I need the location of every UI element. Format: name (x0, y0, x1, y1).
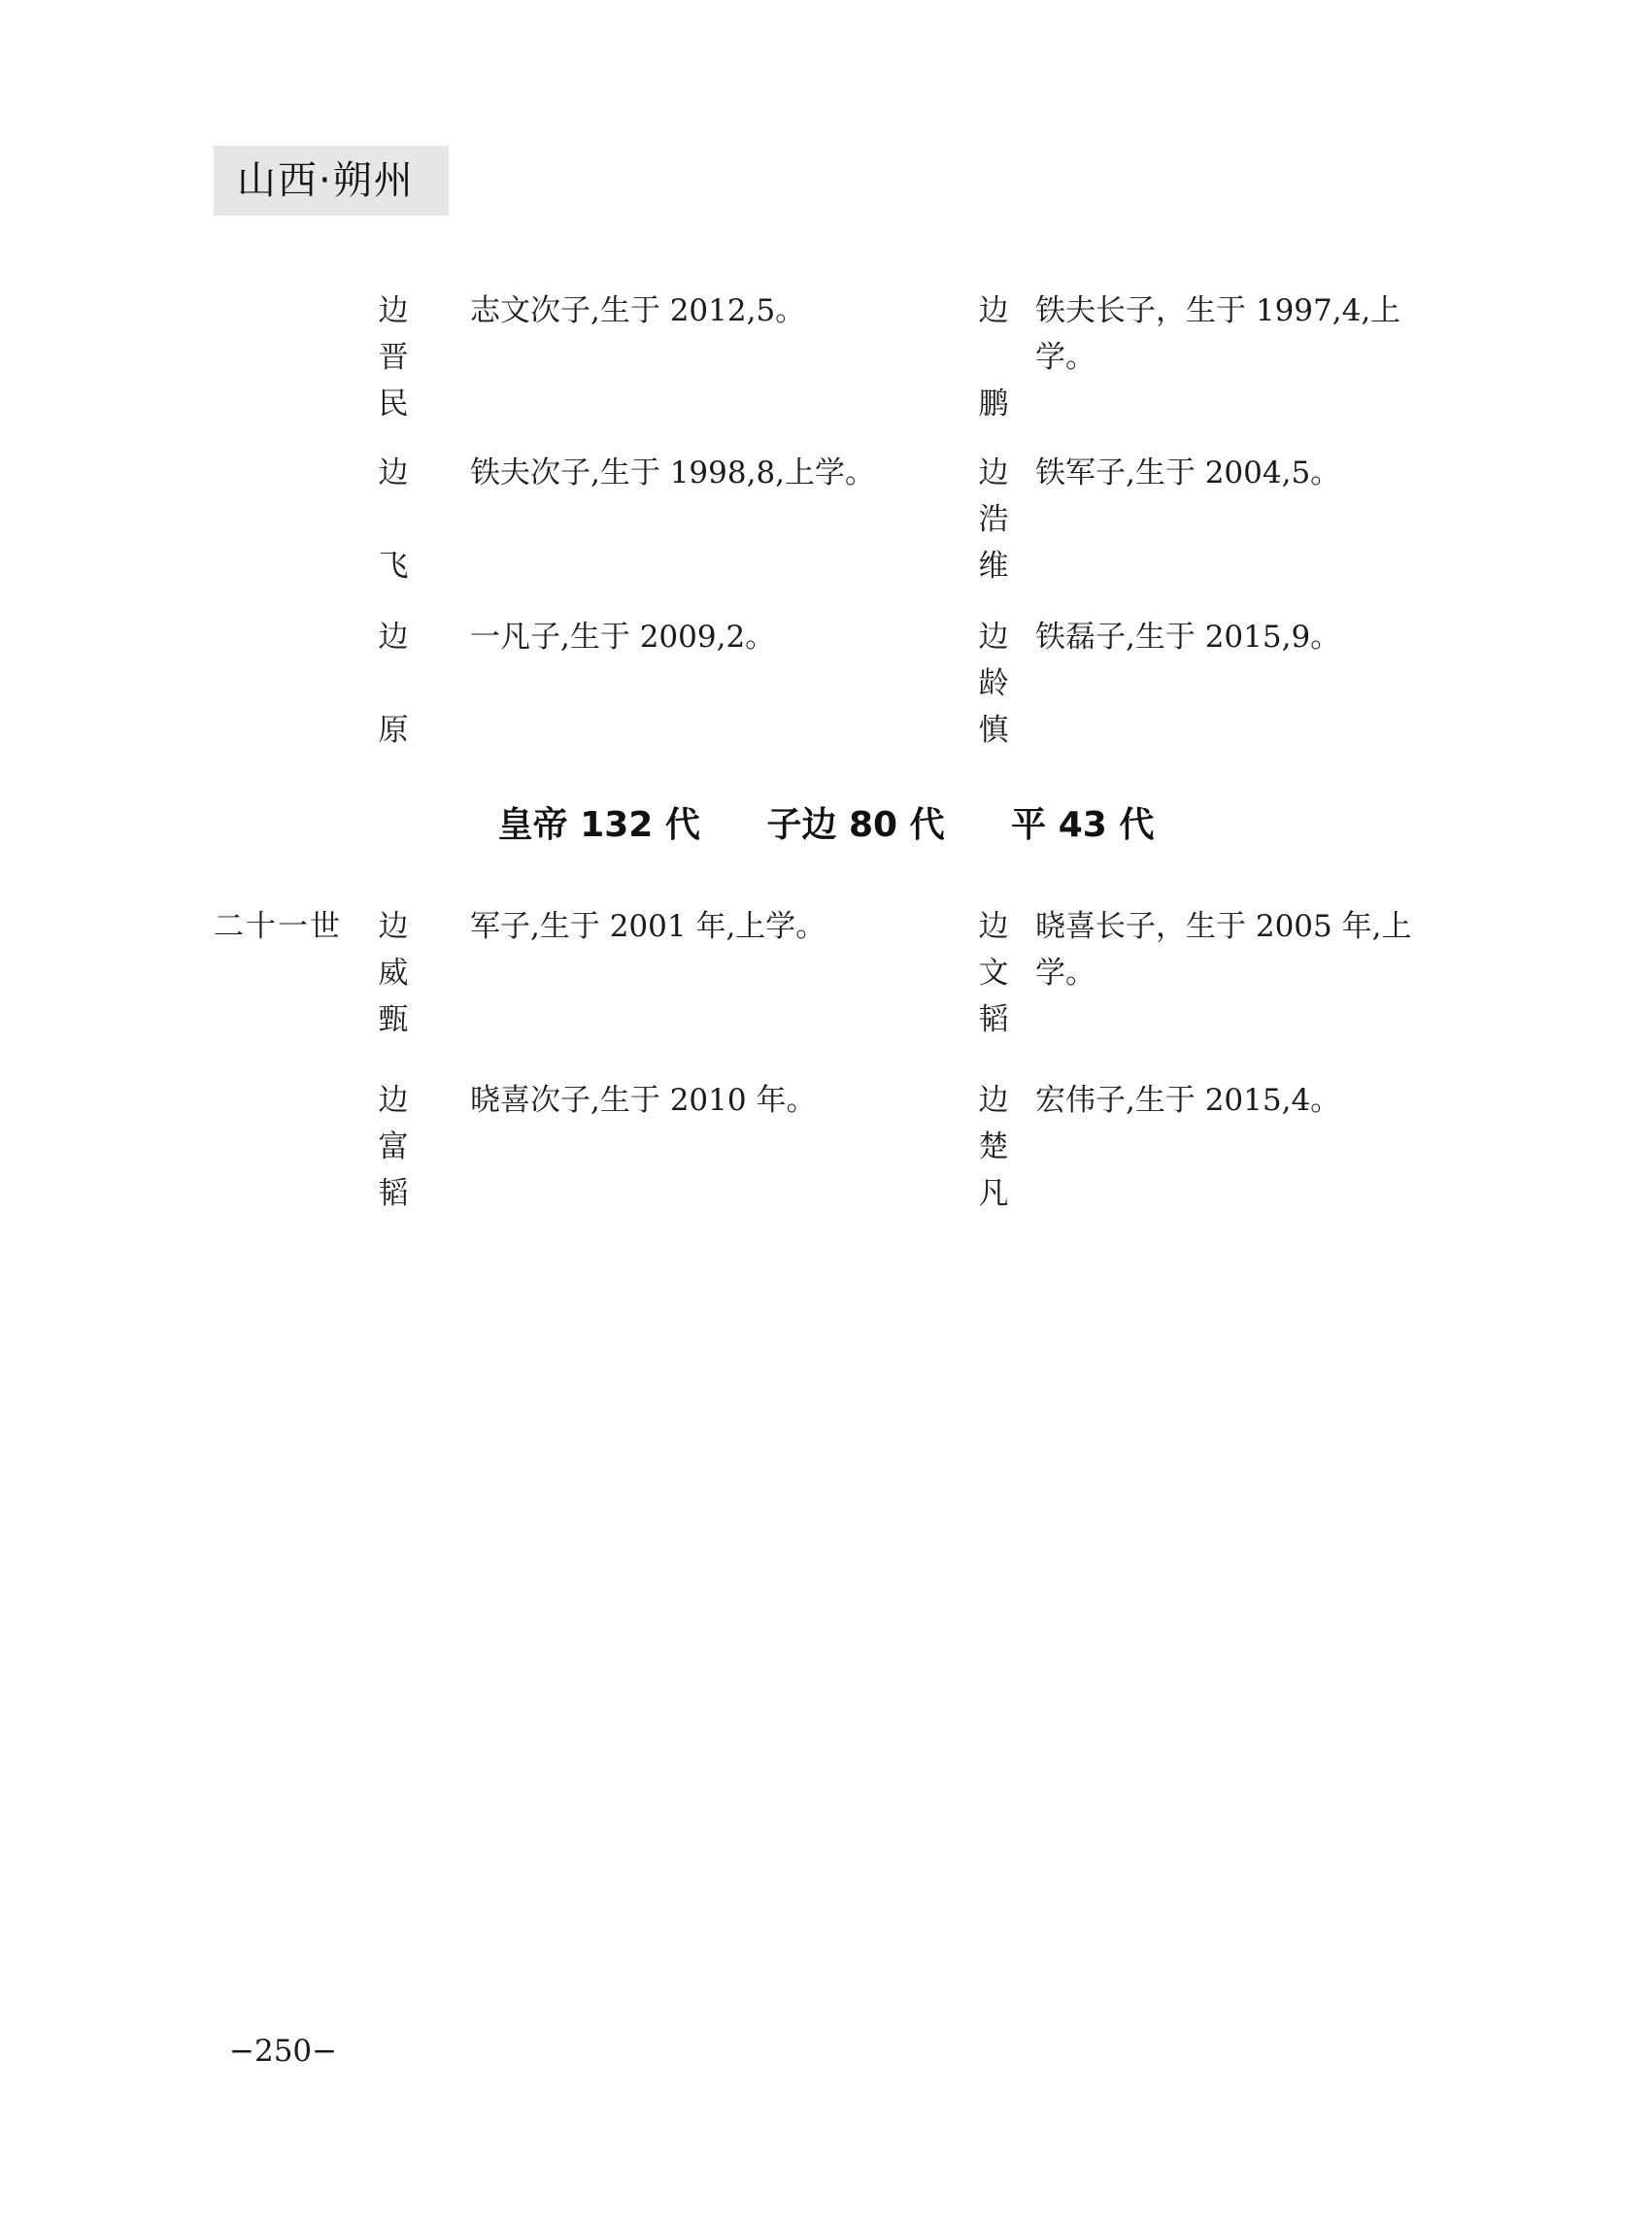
person-description: 铁磊子,生于 2015,9。 (1035, 620, 1341, 655)
person-description: 铁军子,生于 2004,5。 (1035, 455, 1341, 490)
heading-part: 皇帝 132 代 (497, 805, 700, 845)
person-description: 宏伟子,生于 2015,4。 (1035, 1083, 1341, 1118)
person-description: 铁夫长子，生于 1997,4,上 学。 (1035, 293, 1401, 375)
generation-label: 二十一世 (214, 909, 342, 944)
person-description: 军子,生于 2001 年,上学。 (470, 909, 826, 944)
person-name: 边 文 韬 (978, 909, 1009, 1037)
page-number: −250− (229, 2034, 338, 2069)
heading-part: 子边 80 代 (766, 805, 945, 845)
person-name: 边 富 韬 (378, 1083, 409, 1211)
person-name: 边 浩 维 (978, 455, 1009, 584)
person-name: 边 威 甄 (378, 909, 409, 1037)
person-name: 边 楚 凡 (978, 1083, 1009, 1211)
heading-part: 平 43 代 (1011, 805, 1155, 845)
person-name: 边 飞 (378, 455, 409, 584)
person-description: 晓喜长子，生于 2005 年,上 学。 (1035, 909, 1412, 991)
person-description: 铁夫次子,生于 1998,8,上学。 (470, 455, 876, 490)
person-description: 晓喜次子,生于 2010 年。 (470, 1083, 817, 1118)
running-header: 山西·朔州 (214, 146, 449, 216)
person-description: 一凡子,生于 2009,2。 (470, 620, 776, 655)
generation-heading (0, 798, 1652, 853)
person-name: 边 龄 慎 (978, 620, 1009, 748)
person-name: 边 原 (378, 620, 409, 748)
person-name: 边 鹏 (978, 293, 1009, 422)
person-description: 志文次子,生于 2012,5。 (470, 293, 806, 328)
person-name: 边 晋 民 (378, 293, 409, 422)
